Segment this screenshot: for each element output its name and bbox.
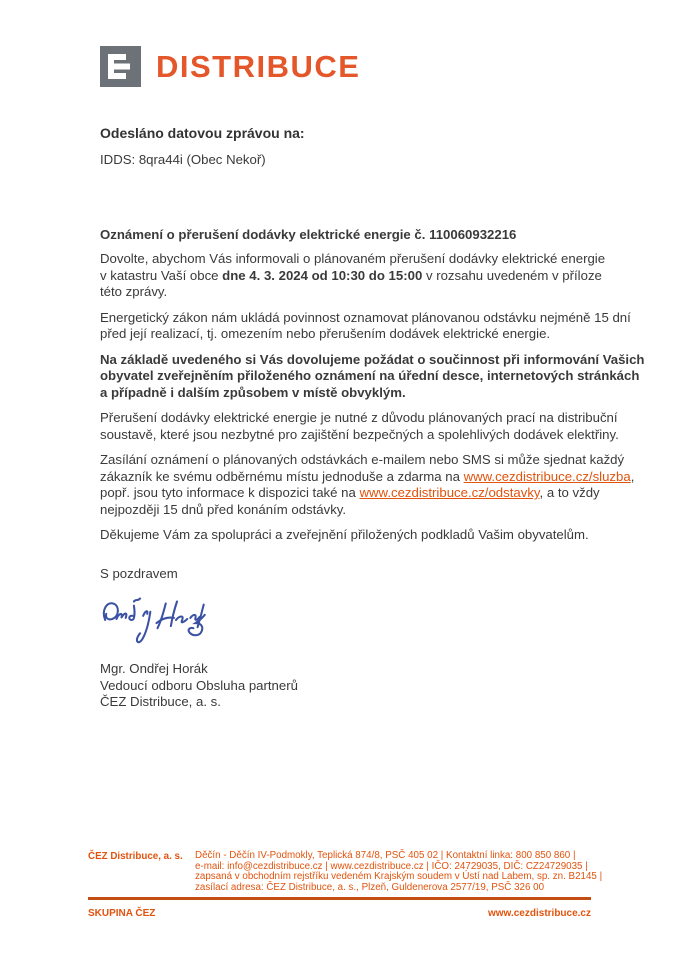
- text-segment: , a to vždy: [539, 485, 600, 500]
- footer-line: Děčín - Děčín IV-Podmokly, Teplická 874/8, PSČ 405 02 | Kontaktní linka: 800 850 860 |: [195, 850, 576, 861]
- text-segment: Děkujeme Vám za spolupráci a zveřejnění přiložených podkladů Vašim obyvatelům.: [100, 527, 589, 542]
- paragraph-line: [100, 368, 645, 385]
- letter-paragraphs: [100, 251, 645, 553]
- text-segment: Zasílání oznámení o plánovaných odstávkách e-mailem nebo SMS si může sjednat každý: [100, 452, 625, 467]
- footer-info-lines: [195, 850, 603, 894]
- handwritten-signature: [98, 594, 216, 648]
- footer-line: zapsaná v obchodním rejstříku vedeném Krajským soudem v Ústí nad Labem, sp. zn. B2145 |: [195, 871, 603, 883]
- paragraph-line: [100, 310, 645, 327]
- text-segment: Dovolte, abychom Vás informovali o plánovaném přerušení dodávky elektrické energie: [100, 251, 606, 266]
- paragraph-subscribe: [100, 452, 645, 518]
- paragraph-law: [100, 310, 645, 343]
- paragraph-request: [100, 352, 645, 402]
- paragraph-line: [100, 502, 645, 519]
- group-label: SKUPINA ČEZ: [88, 908, 156, 919]
- text-segment: v rozsahu uvedeném v příloze: [422, 267, 602, 283]
- paragraph-line: [100, 427, 645, 444]
- paragraph-line: [100, 284, 645, 301]
- paragraph-line: [100, 485, 645, 502]
- signer-block: [100, 661, 298, 711]
- paragraph-intro: [100, 251, 645, 301]
- paragraph-line: [100, 469, 645, 486]
- text-segment: této zprávy.: [100, 284, 168, 299]
- signer-name: Mgr. Ondřej Horák: [100, 661, 208, 676]
- cez-logo-icon: [100, 46, 141, 87]
- subject-line: Oznámení o přerušení dodávky elektrické energie č. 110060932216: [100, 227, 517, 242]
- signer-company: ČEZ Distribuce, a. s.: [100, 694, 221, 709]
- footer-website: www.cezdistribuce.cz: [488, 908, 591, 919]
- text-segment: ,: [630, 468, 635, 484]
- paragraph-line: [100, 326, 645, 343]
- paragraph-line: [100, 268, 645, 285]
- recipient-idds: IDDS: 8qra44i (Obec Nekoř): [100, 152, 266, 167]
- sent-via-label: Odesláno datovou zprávou na:: [100, 125, 305, 141]
- brand-wordmark: DISTRIBUCE: [156, 49, 361, 84]
- cez-letterhead-logo: [100, 46, 360, 87]
- inline-link[interactable]: www.cezdistribuce.cz/odstavky: [359, 485, 540, 500]
- paragraph-line: [100, 352, 645, 369]
- footer-line: zasílací adresa: ČEZ Distribuce, a. s., Plzeň, Guldenerova 2577/19, PSČ 326 00: [195, 882, 545, 894]
- text-segment: Přerušení dodávky elektrické energie je nutné z důvodu plánovaných prací na distribuční: [100, 410, 618, 425]
- text-segment: obyvatel zveřejněním přiloženého oznámení na úřední desce, internetových stránkách: [100, 368, 640, 383]
- paragraph-line: [100, 527, 645, 544]
- text-segment: zákazník ke svému odběrnému místu jednoduše a zdarma na: [100, 468, 464, 484]
- footer-line: e-mail: info@cezdistribuce.cz | www.cezdistribuce.cz | IČO: 24729035, DIČ: CZ24729035 |: [195, 860, 588, 872]
- text-segment: před její realizací, tj. omezením nebo přerušením dodávek elektrické energie.: [100, 326, 551, 341]
- paragraph-line: [100, 385, 645, 402]
- paragraph-thanks: [100, 527, 645, 544]
- text-segment: Energetický zákon nám ukládá povinnost oznamovat plánovanou odstávku nejméně 15 dní: [100, 309, 631, 325]
- paragraph-line: [100, 410, 645, 427]
- footer-company-label: ČEZ Distribuce, a. s.: [88, 851, 183, 862]
- paragraph-reason: [100, 410, 645, 443]
- text-segment: Na základě uvedeného si Vás dovolujeme požádat o součinnost při informování Vašich: [100, 351, 645, 367]
- inline-link[interactable]: www.cezdistribuce.cz/sluzba: [463, 468, 631, 484]
- paragraph-line: [100, 452, 645, 469]
- text-segment: v katastru Vaší obce: [100, 267, 223, 283]
- text-segment: nejpozději 15 dnů před konáním odstávky.: [100, 501, 347, 517]
- text-segment: a případně i dalším způsobem v místě obvyklým.: [100, 384, 406, 400]
- closing-salutation: S pozdravem: [100, 566, 178, 581]
- footer-divider: [88, 897, 591, 900]
- text-segment: popř. jsou tyto informace k dispozici také na: [100, 485, 360, 500]
- text-segment: soustavě, které jsou nezbytné pro zajištění bezpečných a spolehlivých dodávek elektřiny.: [100, 426, 619, 442]
- text-segment: dne 4. 3. 2024 od 10:30 do 15:00: [222, 267, 423, 283]
- signer-title: Vedoucí odboru Obsluha partnerů: [100, 677, 298, 693]
- paragraph-line: [100, 251, 645, 268]
